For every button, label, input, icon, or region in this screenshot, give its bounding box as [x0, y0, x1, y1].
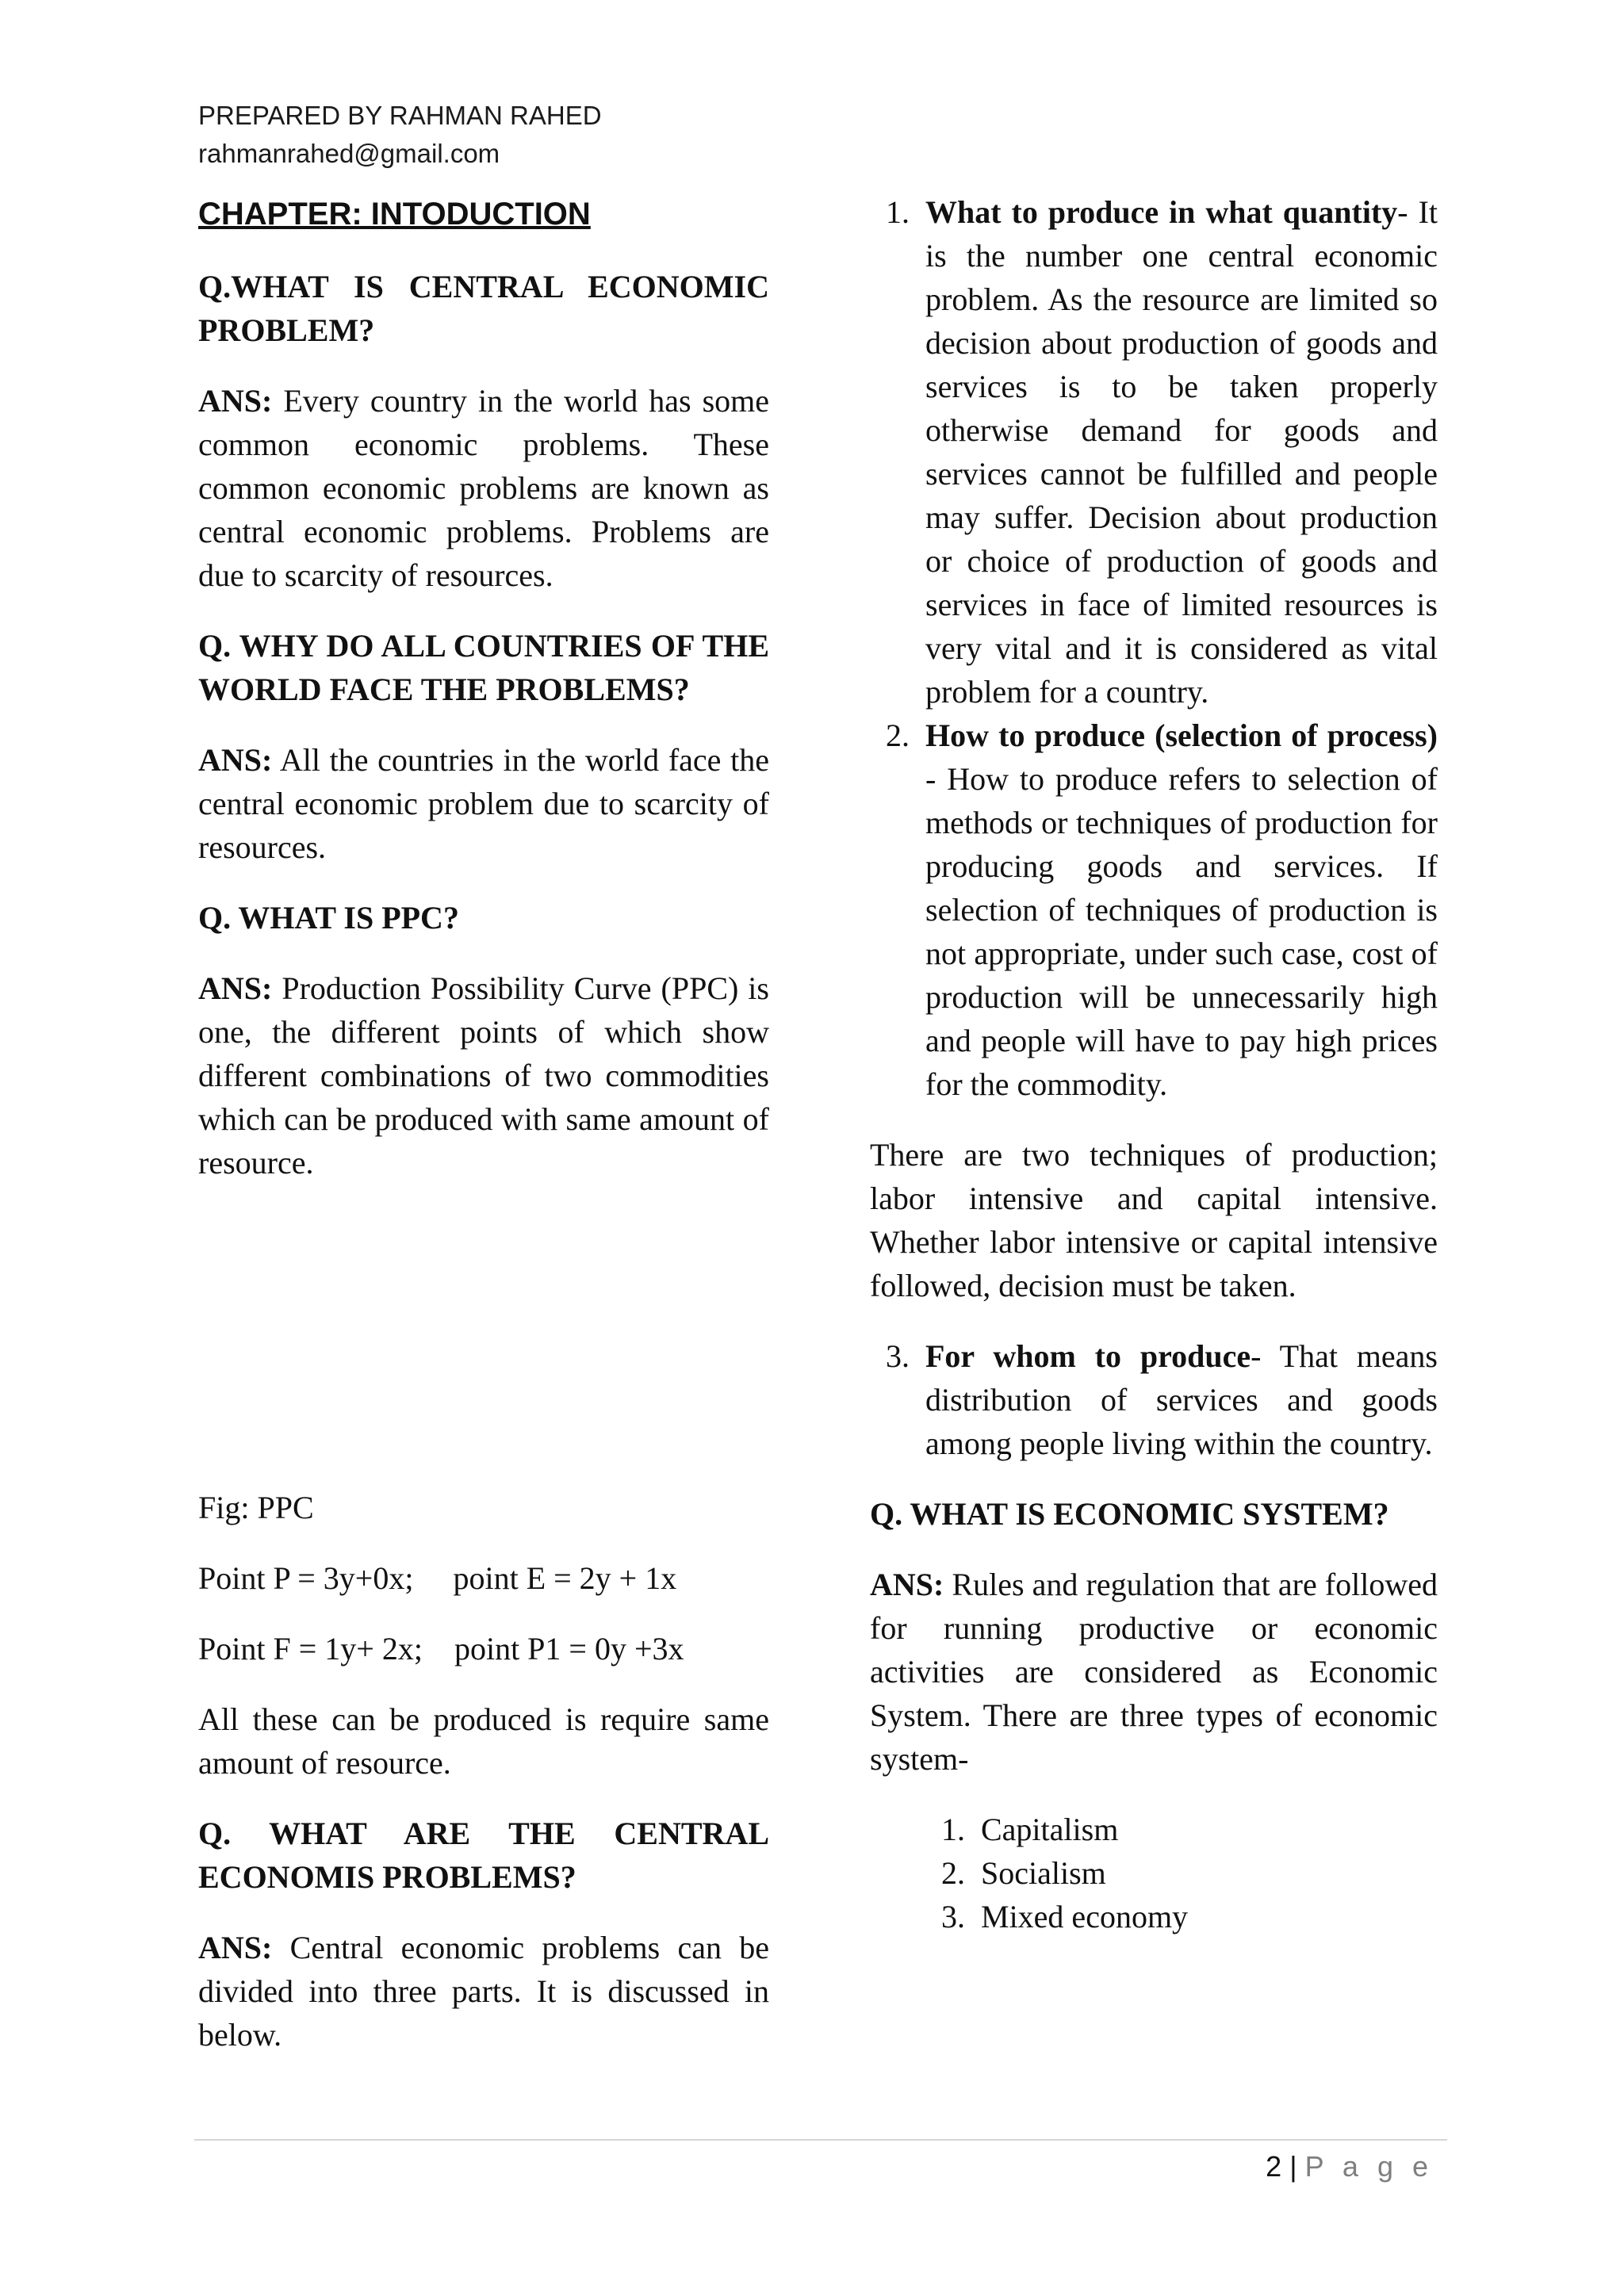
item-heading: For whom to produce [925, 1338, 1251, 1374]
answer-economic-system [870, 1563, 1438, 1781]
item-number: 3. [886, 1338, 910, 1374]
item-number: 2. [886, 718, 910, 753]
right-column [870, 190, 1438, 1938]
author-email: rahmanrahed@gmail.com [198, 139, 500, 168]
ans-text: All the countries in the world face the central economic problem due to scarcity of resources. [198, 742, 769, 865]
author-line: PREPARED BY RAHMAN RAHED [198, 101, 602, 130]
question-central-problem: Q.WHAT IS CENTRAL ECONOMIC PROBLEM? [198, 269, 769, 348]
ans-label: ANS: [198, 970, 273, 1006]
list-item [870, 1808, 1438, 1851]
footer-divider [194, 2139, 1447, 2141]
answer-central-problem [198, 379, 769, 597]
answer-why-face [198, 738, 769, 869]
list-item [870, 1851, 1438, 1895]
ans-text: Every country in the world has some common economic problems. These common economic problems are known as central economic problems. Problems are due to scarcity of resources. [198, 383, 769, 593]
ppc-points-line-1: Point P = 3y+0x; point E = 2y + 1x [198, 1560, 677, 1596]
list-item [870, 190, 1438, 714]
page-word: P a g e [1304, 2150, 1434, 2183]
question-ppc: Q. WHAT IS PPC? [198, 900, 459, 936]
ppc-points-line-2: Point F = 1y+ 2x; point P1 = 0y +3x [198, 1631, 684, 1667]
left-column [198, 190, 769, 2057]
item-text: - It is the number one central economic problem. As the resource are limited so decision about production of goods and services is to be taken properly otherwise demand for goods and services cannot be fulfilled and people may suffer. Decision about production or choice of production of goods and services in face of limited resources is very vital and it is considered as vital problem for a country. [925, 194, 1438, 710]
techniques-paragraph: There are two techniques of production; labor intensive and capital intensive. Whether labor intensive or capital intensive followed, decision must be taken. [870, 1137, 1438, 1303]
item-number: 1. [941, 1812, 965, 1847]
footer-separator: | [1289, 2150, 1297, 2183]
ans-text: Rules and regulation that are followed for running productive or economic activities are considered as Economic System. There are three types of economic system- [870, 1567, 1438, 1777]
ppc-figure-area [198, 1184, 769, 1486]
central-problems-list-cont [870, 1334, 1438, 1465]
list-item [870, 714, 1438, 1106]
item-heading: How to produce (selection of process) [925, 718, 1438, 753]
ans-text: Central economic problems can be divided into three parts. It is discussed in below. [198, 1930, 769, 2053]
item-text: Socialism [981, 1855, 1106, 1891]
question-central-problems-list: Q. WHAT ARE THE CENTRAL ECONOMIS PROBLEMS? [198, 1816, 769, 1895]
economic-systems-list [870, 1808, 1438, 1938]
page-header [198, 97, 602, 173]
ans-label: ANS: [870, 1567, 944, 1602]
item-text: Mixed economy [981, 1899, 1189, 1934]
ans-label: ANS: [198, 1930, 273, 1965]
page-footer [1266, 2147, 1434, 2187]
list-item [870, 1334, 1438, 1465]
list-item [870, 1895, 1438, 1938]
question-why-face: Q. WHY DO ALL COUNTRIES OF THE WORLD FACE THE PROBLEMS? [198, 628, 769, 707]
item-number: 3. [941, 1899, 965, 1934]
ans-label: ANS: [198, 383, 273, 419]
central-problems-list [870, 190, 1438, 1106]
item-text: - That means distribution of services and goods among people living within the country. [925, 1338, 1438, 1461]
page-number: 2 [1266, 2150, 1282, 2183]
chapter-title: CHAPTER: INTODUCTION [198, 197, 591, 232]
item-number: 1. [886, 194, 910, 230]
item-number: 2. [941, 1855, 965, 1891]
item-heading: What to produce in what quantity [925, 194, 1398, 230]
ans-text: Production Possibility Curve (PPC) is one, the different points of which show different combinations of two commodities which can be produced with same amount of resource. [198, 970, 769, 1181]
ans-label: ANS: [198, 742, 273, 778]
item-text: - How to produce refers to selection of methods or techniques of production for producing goods and services. If selection of techniques of production is not appropriate, under such case, cost of production will be unnecessarily high and people will have to pay high prices for the commodity. [925, 761, 1438, 1102]
answer-ppc [198, 966, 769, 1184]
question-economic-system: Q. WHAT IS ECONOMIC SYSTEM? [870, 1496, 1389, 1532]
item-text: Capitalism [981, 1812, 1119, 1847]
figure-caption: Fig: PPC [198, 1490, 314, 1525]
same-resource-note: All these can be produced is require same amount of resource. [198, 1701, 769, 1781]
answer-central-problems-list [198, 1926, 769, 2057]
